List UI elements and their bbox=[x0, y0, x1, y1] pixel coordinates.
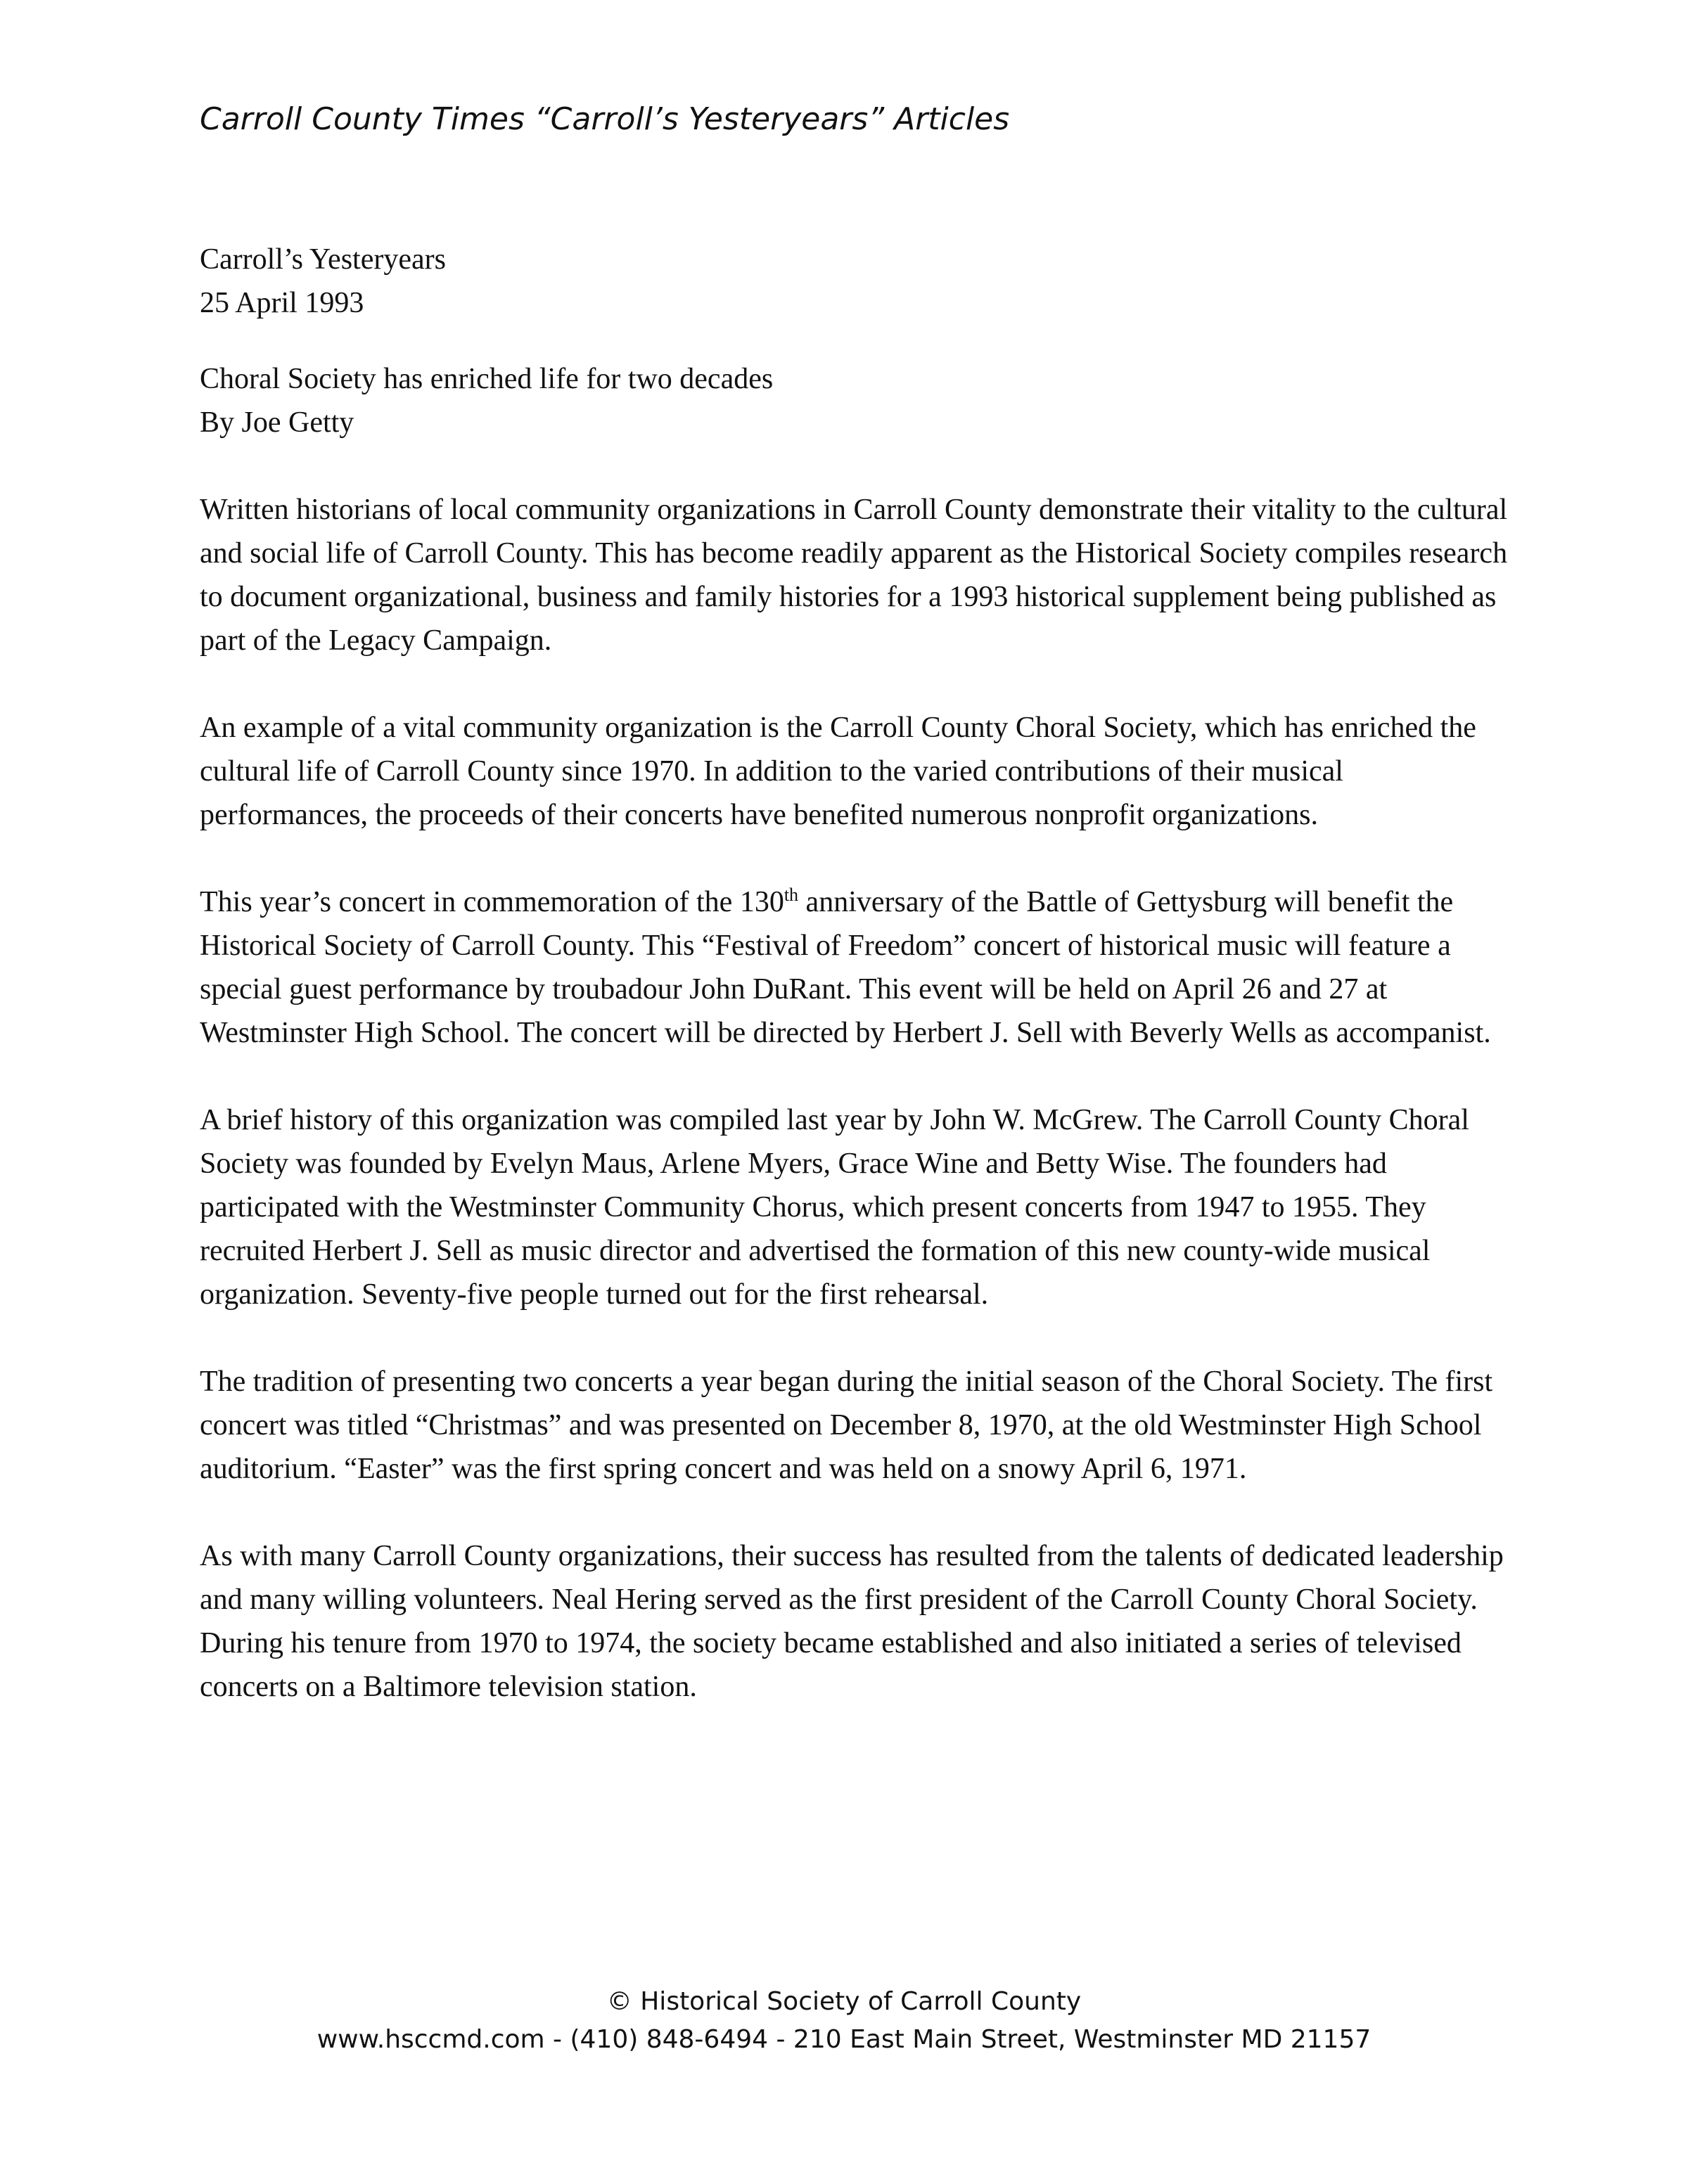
paragraph-3-text-b: anniversary of the Battle of Gettysburg will benefit the Historical Society of Carroll County. This “Festival of Freedom” concert of historical music will feature a special guest performance by troubadour John DuRant. This event will be held on April 26 and 27 at Westminster High School. The concert will be directed by Herbert J. Sell with Beverly Wells as accompanist. bbox=[200, 886, 1491, 1049]
article-body bbox=[200, 238, 1508, 1752]
ordinal-suffix: th bbox=[784, 885, 799, 905]
paragraph-6: As with many Carroll County organizations, their success has resulted from the talents of dedicated leadership and many willing volunteers. Neal Hering served as the first president of the Carroll County Choral Society. During his tenure from 1970 to 1974, the society became established and also initiated a series of televised concerts on a Baltimore television station. bbox=[200, 1540, 1504, 1703]
paragraph-3-text-a: This year’s concert in commemoration of the 130 bbox=[200, 886, 784, 918]
headline: Choral Society has enriched life for two decades bbox=[200, 363, 774, 395]
paragraph-2: An example of a vital community organization is the Carroll County Choral Society, which has enriched the cultural life of Carroll County since 1970. In addition to the varied contributions of their musical performances, the proceeds of their concerts have benefited numerous nonprofit organizations. bbox=[200, 712, 1476, 831]
paragraph-5: The tradition of presenting two concerts a year began during the initial season of the Choral Society. The first concert was titled “Christmas” and was presented on December 8, 1970, at the old Westminster High School auditorium. “Easter” was the first spring concert and was held on a snowy April 6, 1971. bbox=[200, 1366, 1493, 1485]
footer-contact: www.hsccmd.com - (410) 848-6494 - 210 East Main Street, Westminster MD 21157 bbox=[316, 2025, 1372, 2054]
article-meta bbox=[200, 238, 1508, 325]
running-header: Carroll County Times “Carroll’s Yesteryears” Articles bbox=[200, 101, 1010, 137]
column-name: Carroll’s Yesteryears bbox=[200, 243, 446, 276]
footer-copyright: © Historical Society of Carroll County bbox=[606, 1987, 1082, 2016]
paragraph-3 bbox=[200, 880, 1508, 1055]
byline: By Joe Getty bbox=[200, 406, 354, 439]
article-date: 25 April 1993 bbox=[200, 287, 364, 319]
paragraph-4: A brief history of this organization was compiled last year by John W. McGrew. The Carroll County Choral Society was founded by Evelyn Maus, Arlene Myers, Grace Wine and Betty Wise. The founders had participated with the Westminster Community Chorus, which present concerts from 1947 to 1955. They recruited Herbert J. Sell as music director and advertised the formation of this new county-wide musical organization. Seventy-five people turned out for the first rehearsal. bbox=[200, 1104, 1469, 1311]
page-footer bbox=[0, 1983, 1688, 2059]
paragraph-1: Written historians of local community organizations in Carroll County demonstrate their vitality to the cultural and social life of Carroll County. This has become readily apparent as the Historical Society compiles research to document organizational, business and family histories for a 1993 historical supplement being published as part of the Legacy Campaign. bbox=[200, 494, 1508, 657]
article-heading bbox=[200, 357, 1508, 444]
